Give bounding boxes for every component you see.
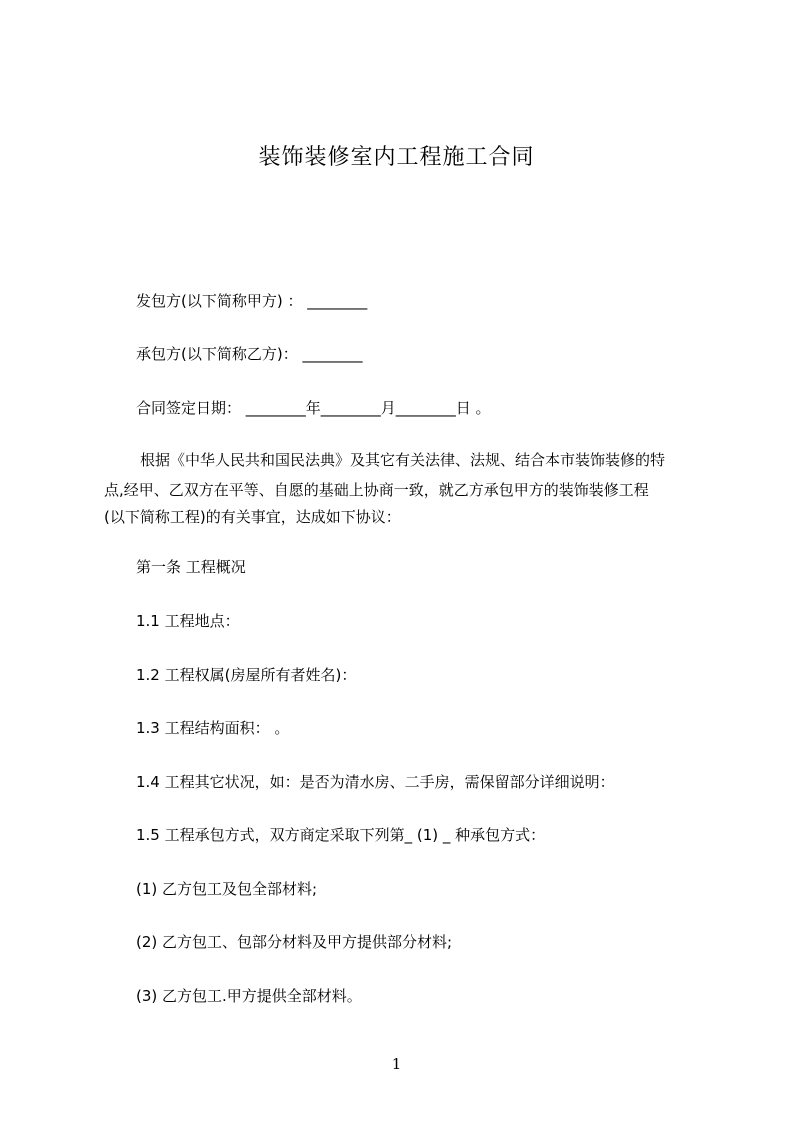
sign-date-line: 合同签定日期： ________年________月________日 。	[136, 399, 491, 417]
item-1-5: 1.5 工程承包方式，双方商定采取下列第_ (1) _ 种承包方式：	[136, 826, 546, 844]
page-title: 装饰装修室内工程施工合同	[258, 145, 535, 170]
intro-line-1: 根据《中华人民共和国民法典》及其它有关法律、法规、结合本市装饰装修的特	[140, 451, 666, 469]
item-1-2: 1.2 工程权属(房屋所有者姓名)：	[136, 666, 357, 684]
option-3: (3) 乙方包工.甲方提供全部材料。	[136, 987, 362, 1005]
item-1-3: 1.3 工程结构面积： 。	[136, 719, 290, 737]
intro-line-2: 点,经甲、乙双方在平等、自愿的基础上协商一致，就乙方承包甲方的装饰装修工程	[104, 481, 649, 499]
option-2: (2) 乙方包工、包部分材料及甲方提供部分材料;	[136, 933, 453, 951]
employer-line: 发包方(以下简称甲方) ： ________	[136, 292, 368, 310]
option-1: (1) 乙方包工及包全部材料;	[136, 880, 318, 898]
item-1-1: 1.1 工程地点：	[136, 612, 240, 630]
page-number: 1	[391, 1055, 402, 1073]
contractor-line: 承包方(以下简称乙方)： ________	[136, 345, 363, 363]
article-1-heading: 第一条 工程概况	[136, 558, 246, 576]
intro-line-3: (以下简称工程)的有关事宜，达成如下协议：	[104, 508, 401, 526]
item-1-4: 1.4 工程其它状况，如：是否为清水房、二手房，需保留部分详细说明：	[136, 773, 615, 791]
